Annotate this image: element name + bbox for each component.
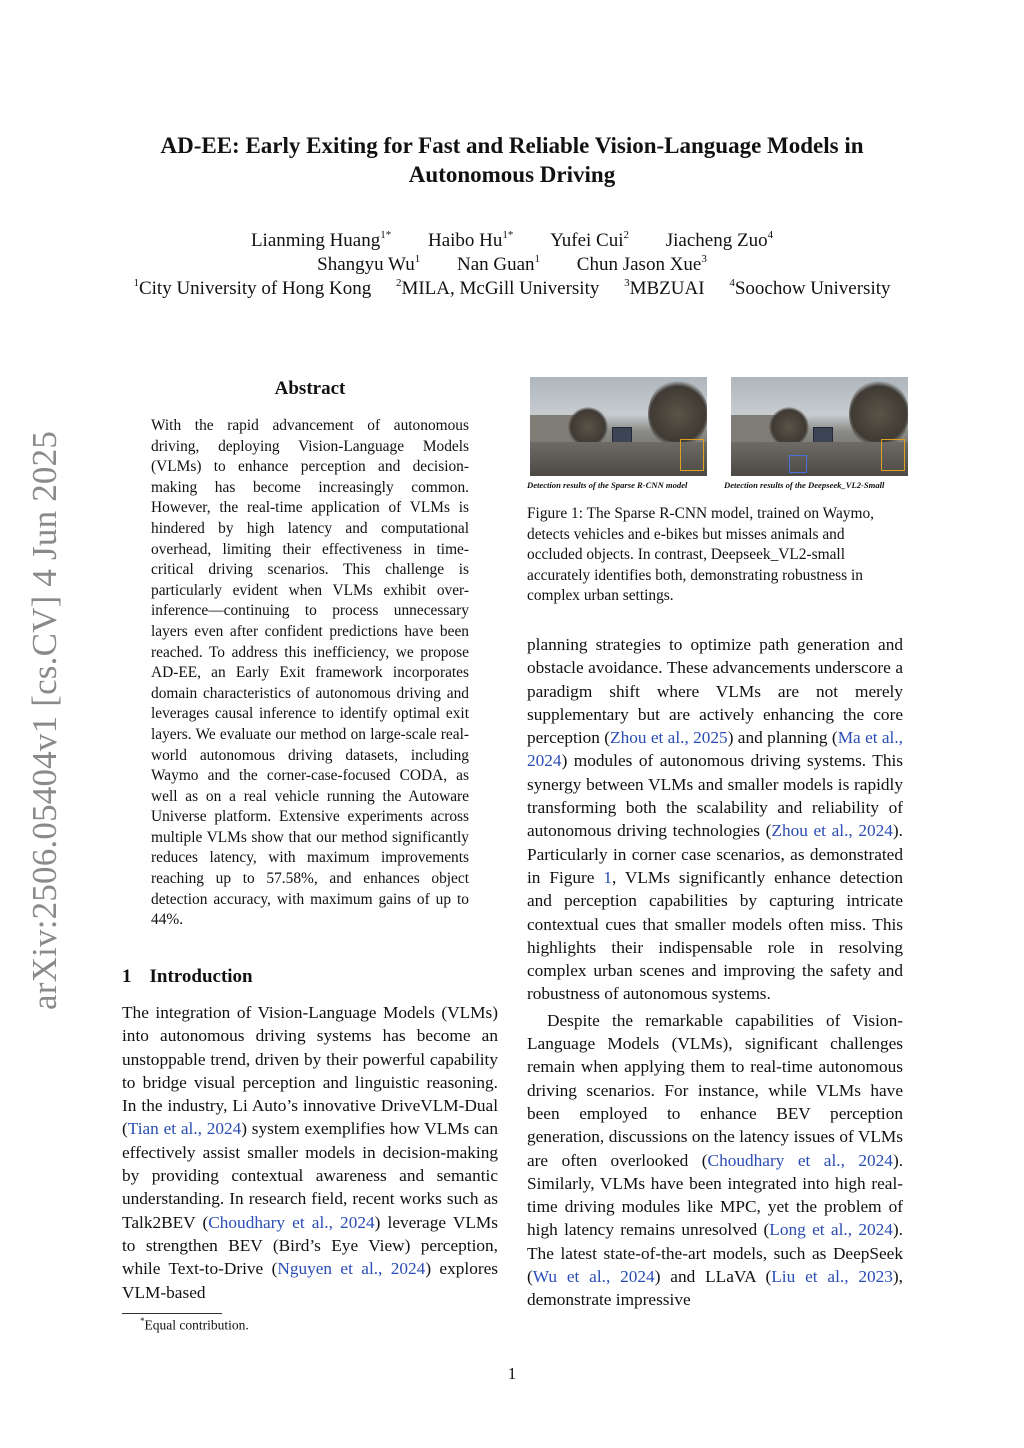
author: Lianming Huang$^{1*}$ — [250, 229, 392, 251]
title-line-1: AD-EE: Early Exiting for Fast and Reliable Vision-Language Models in — [160, 133, 864, 158]
scene-tree — [568, 407, 608, 447]
title-line-2: Autonomous Driving — [408, 162, 616, 187]
section-number: 1 — [122, 966, 132, 987]
paragraph: planning strategies to optimize path generation and obstacle avoidance. These advancements underscore a paradigm shift where VLMs are not merely supplementary but are actively enhancing the core perception (Zhou et al., 2025) and planning (Ma et al., 2024) modules of autonomous driving systems. This synergy between VLMs and smaller models is rapidly transforming both the scalability and reliability of autonomous driving technologies (Zhou et al., 2024). Particularly in corner case scenarios, as demonstrated in Figure 1, VLMs significantly enhance detection and perception capabilities by capturing intricate contextual cues that smaller models often miss. This highlights their indispensable role in resolving complex urban scenes and improving the safety and robustness of autonomous systems. — [527, 635, 904, 1004]
section-title: Introduction — [149, 966, 253, 987]
citation-link[interactable]: Long et al., 2024 — [769, 1220, 893, 1240]
figure-panel-label-left: Detection results of the Sparse R-CNN model — [527, 480, 688, 490]
affiliation-row — [60, 277, 964, 301]
affiliation: $^4$Soochow University — [729, 277, 891, 299]
paragraph: The integration of Vision-Language Models (VLMs) into autonomous driving systems has become an unstoppable trend, driven by their powerful capability to bridge visual perception and linguistic reasoning. In the industry, Li Auto’s innovative DriveVLM-Dual (Tian et al., 2024) system exemplifies how VLMs can effectively assist smaller models in decision-making by providing contextual awareness and semantic understanding. In research field, recent works such as Talk2BEV (Choudhary et al., 2024) leverage VLMs to strengthen BEV (Bird’s Eye View) perception, while Text-to-Drive (Nguyen et al., 2024) explores VLM-based — [122, 1003, 498, 1302]
affiliation: $^3$MBZUAI — [624, 277, 705, 299]
affiliation: $^1$City University of Hong Kong — [133, 277, 372, 299]
affiliation: $^2$MILA, McGill University — [395, 277, 600, 299]
citation-link[interactable]: Choudhary et al., 2024 — [707, 1150, 893, 1170]
figure-image-sparse-rcnn — [530, 377, 707, 476]
right-column-body — [527, 633, 903, 1312]
citation-link[interactable]: Zhou et al., 2024 — [771, 821, 893, 841]
page-number: 1 — [507, 1364, 517, 1383]
paragraph: Despite the remarkable capabilities of Vision-Language Models (VLMs), significant challenges remain when applying them to real-time autonomous driving scenarios. For instance, while VLMs have been employed to enhance BEV perception generation, discussions on the latency issues of VLMs are often overlooked (Choudhary et al., 2024). Similarly, VLMs have been integrated into high real-time driving modules like MPC, yet the problem of high latency remains unresolved (Long et al., 2024). The latest state-of-the-art models, such as DeepSeek (Wu et al., 2024) and LLaVA (Liu et al., 2023), demonstrate impressive — [527, 1010, 904, 1310]
author-row-2 — [60, 253, 964, 277]
abstract-heading: Abstract — [274, 378, 346, 399]
figure-image-deepseek — [731, 377, 908, 476]
scene-tree — [769, 407, 809, 447]
citation-link[interactable]: Choudhary et al., 2024 — [208, 1212, 375, 1232]
detection-box — [680, 439, 704, 471]
author: Chun Jason Xue$^3$ — [576, 253, 707, 275]
author-row-1 — [60, 229, 964, 253]
abstract-text: With the rapid advancement of autonomous driving, deploying Vision-Language Models (VLMs) to enhance perception and decision-making has become increasingly common. However, the real-time application of VLMs is hindered by high latency and computational overhead, limiting their effectiveness in time-critical driving scenarios. This challenge is particularly evident when VLMs exhibit over-inference—continuing to process unnecessary layers even after confident predictions have been reached. To address this inefficiency, we propose AD-EE, an Early Exit framework incorporates domain characteristics of autonomous driving and leverages causal inference to identify optimal exit layers. We evaluate our method on large-scale real-world autonomous driving datasets, including Waymo and the corner-case-focused CODA, as well as on a real vehicle running the Autoware Universe platform. Extensive experiments across multiple VLMs show that our method significantly reduces latency, with maximum improvements reaching up to 57.58%, and enhances object detection accuracy, with maximum gains of up to 44%. — [151, 417, 469, 929]
paper-title — [100, 131, 924, 189]
author: Shangyu Wu$^1$ — [317, 253, 421, 275]
author: Jiacheng Zuo$^4$ — [665, 229, 774, 251]
author: Yufei Cui$^2$ — [550, 229, 629, 251]
footnote: *Equal contribution. — [140, 1316, 249, 1333]
citation-link[interactable]: Zhou et al., 2025 — [610, 728, 728, 748]
author-block — [60, 229, 964, 301]
citation-link[interactable]: Tian et al., 2024 — [127, 1119, 242, 1139]
author: Haibo $Hu^{1*}$ — [427, 229, 514, 251]
citation-link[interactable]: Nguyen et al., 2024 — [277, 1259, 426, 1279]
author: Nan Guan$^1$ — [456, 253, 541, 275]
arxiv-identifier: arXiv:2506.05404v1 [cs.CV] 4 Jun 2025 — [25, 430, 64, 1010]
figure-reference-link[interactable]: 1 — [603, 867, 612, 887]
citation-link[interactable]: Ma et al., 2024 — [527, 728, 903, 771]
citation-link[interactable]: Liu et al., 2023 — [771, 1267, 893, 1287]
detection-box — [881, 439, 905, 471]
introduction-body — [122, 1001, 498, 1304]
section-heading-introduction — [122, 966, 253, 988]
citation-link[interactable]: Wu et al., 2024 — [532, 1267, 655, 1287]
figure-panel-label-right: Detection results of the Deepseek_VL2-Small — [724, 480, 885, 490]
detection-box-animal — [789, 455, 807, 473]
figure-caption: Figure 1: The Sparse R-CNN model, trained on Waymo, detects vehicles and e-bikes but misses animals and occluded objects. In contrast, Deepseek_VL2-small accurately identifies both, demonstrating robustness in complex urban settings. — [527, 505, 874, 605]
footnote-rule — [122, 1313, 222, 1314]
